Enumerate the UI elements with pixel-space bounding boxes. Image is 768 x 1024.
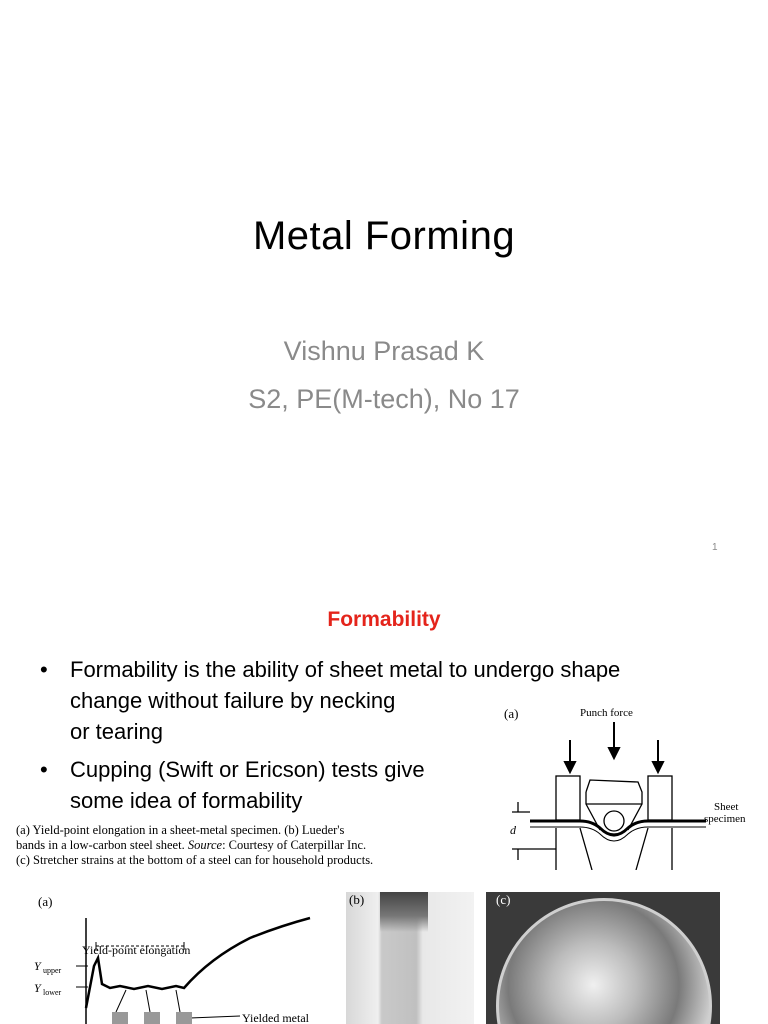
yielded-metal-label: Yielded metal: [242, 1011, 309, 1024]
bullet-line: Formability is the ability of sheet metal to undergo shape: [70, 657, 621, 682]
punch-force-label: Punch force: [580, 707, 633, 719]
y-upper-sub: upper: [43, 966, 62, 975]
author-details: S2, PE(M-tech), No 17: [248, 384, 520, 414]
bullet-dot-icon: •: [40, 757, 48, 782]
figure-label: (a): [504, 706, 519, 721]
bullet-line: or tearing: [70, 719, 163, 744]
sheet-label: Sheet: [714, 801, 739, 813]
band-overlay: [380, 892, 428, 932]
bullet-line: Cupping (Swift or Ericson) tests give: [70, 757, 425, 782]
bullet-line: some idea of formability: [70, 788, 303, 813]
dimension-label: d: [510, 823, 516, 837]
slide-title: Metal Forming: [252, 214, 516, 258]
can-bottom: [496, 898, 712, 1024]
caption-line: [16, 838, 373, 853]
figure-label: (a): [38, 894, 53, 909]
caption-line: (a) Yield-point elongation in a sheet-metal specimen. (b) Lueder's: [16, 823, 345, 837]
yield-annotation: Yield-point elongation: [82, 943, 191, 957]
bullet-line: change without failure by necking: [70, 688, 396, 713]
formability-slide: [0, 576, 768, 1024]
punch-test-diagram: [496, 700, 768, 870]
y-lower-label: Y: [34, 981, 41, 995]
slide-heading: Formability: [327, 608, 441, 631]
caption-text: : Courtesy of Caterpillar Inc.: [222, 838, 367, 852]
page-number: 1: [712, 542, 718, 553]
lueder-bands-photo: [346, 892, 474, 1024]
figure-label: (b): [349, 892, 365, 907]
yield-point-diagram: [30, 888, 342, 1024]
specimen-label: specimen: [704, 813, 746, 825]
figure-label: (c): [496, 892, 511, 907]
caption-text: bands in a low-carbon steel sheet.: [16, 838, 188, 852]
bullet-dot-icon: •: [40, 657, 48, 682]
figure-caption: [16, 823, 373, 868]
caption-line: (c) Stretcher strains at the bottom of a steel can for household products.: [16, 853, 374, 867]
stretcher-strains-photo: [486, 892, 720, 1024]
yielded-metal-blocks: [112, 1012, 192, 1024]
caption-source: Source: [187, 838, 223, 852]
author-name: Vishnu Prasad K: [283, 336, 485, 366]
stress-strain-curve: [76, 918, 310, 1024]
force-arrows-icon: [565, 722, 663, 772]
y-upper-label: Y: [34, 959, 41, 973]
y-lower-sub: lower: [43, 988, 62, 997]
die-body: [512, 776, 706, 870]
